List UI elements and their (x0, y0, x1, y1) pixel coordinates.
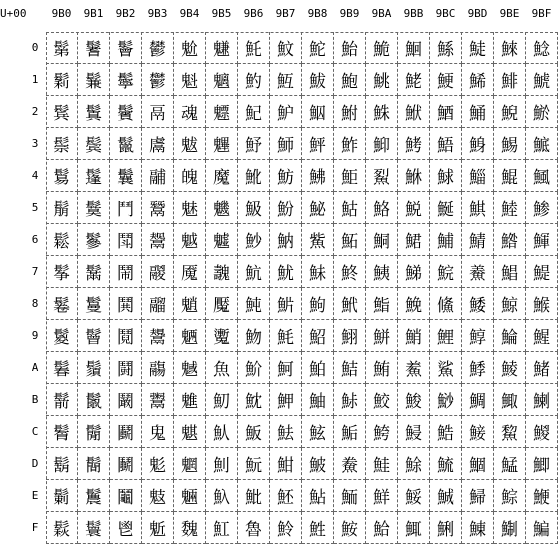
glyph-cell: 鮗 (334, 256, 366, 288)
glyph-cell: 魭 (238, 448, 270, 480)
glyph-cell: 鬠 (110, 32, 142, 64)
glyph-cell: 魛 (206, 384, 238, 416)
glyph-cell: 鮂 (302, 96, 334, 128)
glyph-cell: 鮐 (334, 32, 366, 64)
glyph-cell: 魄 (174, 160, 206, 192)
glyph-cell: 鮝 (334, 448, 366, 480)
glyph-cell: 魜 (206, 416, 238, 448)
glyph-cell: 鬉 (46, 320, 78, 352)
column-header: 9B8 (307, 7, 328, 20)
column-header: 9BD (467, 7, 488, 20)
glyph-cell: 鮏 (302, 512, 334, 544)
glyph-cell: 鯔 (462, 160, 494, 192)
glyph-cell: 鮩 (366, 320, 398, 352)
glyph-cell: 鬊 (46, 352, 78, 384)
glyph-cell: 魪 (238, 352, 270, 384)
glyph-cell: 鬮 (110, 480, 142, 512)
glyph-cell: 鯮 (494, 480, 526, 512)
glyph-cell: 鬺 (142, 352, 174, 384)
glyph-cell: 鬼 (142, 416, 174, 448)
glyph-cell: 鯭 (494, 448, 526, 480)
glyph-cell: 魽 (270, 448, 302, 480)
glyph-cell: 鯑 (462, 64, 494, 96)
glyph-cell: 魵 (270, 192, 302, 224)
glyph-cell: 鮶 (398, 224, 430, 256)
glyph-cell: 鬇 (46, 256, 78, 288)
glyph-cell: 鯿 (526, 512, 558, 544)
glyph-cell: 鯌 (430, 416, 462, 448)
row-header: E (31, 489, 39, 502)
glyph-cell: 魳 (270, 128, 302, 160)
column-header: 9B6 (243, 7, 264, 20)
glyph-cell: 魍 (174, 448, 206, 480)
glyph-cell: 魒 (206, 96, 238, 128)
column-header: 9B2 (115, 7, 136, 20)
glyph-cell: 鮓 (334, 128, 366, 160)
glyph-cell: 鯅 (430, 192, 462, 224)
glyph-cell: 鮦 (366, 224, 398, 256)
glyph-cell: 鬯 (110, 512, 142, 544)
glyph-cell: 鬬 (110, 416, 142, 448)
column-header: 9BC (435, 7, 456, 20)
glyph-cell: 魀 (174, 32, 206, 64)
glyph-cell: 魐 (206, 32, 238, 64)
row-header: 4 (31, 169, 39, 182)
glyph-cell: 鯳 (526, 128, 558, 160)
glyph-cell: 魈 (174, 288, 206, 320)
glyph-cell: 鯣 (494, 128, 526, 160)
row-header: 5 (31, 201, 39, 214)
glyph-cell: 鮬 (366, 416, 398, 448)
glyph-cell: 鯀 (430, 32, 462, 64)
glyph-cell: 鯁 (430, 64, 462, 96)
glyph-cell: 魹 (270, 320, 302, 352)
glyph-cell: 鮰 (398, 32, 430, 64)
glyph-cell: 魘 (206, 288, 238, 320)
glyph-cell: 魚 (206, 352, 238, 384)
column-header: 9BB (403, 7, 424, 20)
glyph-cell: 鮨 (366, 288, 398, 320)
glyph-cell: 魠 (238, 32, 270, 64)
glyph-cell: 鯊 (430, 352, 462, 384)
glyph-cell: 鯤 (494, 160, 526, 192)
glyph-cell: 鯽 (526, 448, 558, 480)
glyph-cell: 鯲 (526, 96, 558, 128)
glyph-cell: 鯹 (526, 320, 558, 352)
glyph-cell: 鮀 (302, 32, 334, 64)
glyph-cell: 鮙 (334, 320, 366, 352)
glyph-cell: 鬟 (78, 512, 110, 544)
glyph-cell: 鯈 (430, 288, 462, 320)
glyph-cell: 鬷 (142, 256, 174, 288)
glyph-cell: 鯯 (494, 512, 526, 544)
glyph-cell: 鬳 (142, 128, 174, 160)
glyph-cell: 鮮 (366, 480, 398, 512)
glyph-cell: 鮔 (334, 160, 366, 192)
glyph-cell: 鯧 (494, 256, 526, 288)
glyph-cell: 鬡 (110, 64, 142, 96)
glyph-cell: 魇 (174, 256, 206, 288)
glyph-cell: 鯡 (494, 64, 526, 96)
glyph-cell: 鬏 (46, 512, 78, 544)
glyph-cell: 鮊 (302, 352, 334, 384)
glyph-cell: 鬨 (110, 288, 142, 320)
glyph-cell: 鮽 (398, 448, 430, 480)
glyph-cell: 鮥 (366, 192, 398, 224)
glyph-cell: 鯾 (526, 480, 558, 512)
glyph-cell: 鬥 (110, 192, 142, 224)
glyph-cell: 鯥 (494, 192, 526, 224)
glyph-cell: 鬵 (142, 192, 174, 224)
glyph-cell: 鬘 (78, 288, 110, 320)
glyph-cell: 鯙 (462, 320, 494, 352)
glyph-cell: 鯫 (494, 384, 526, 416)
glyph-cell: 鯶 (526, 224, 558, 256)
glyph-cell: 魙 (206, 320, 238, 352)
glyph-cell: 鯰 (526, 32, 558, 64)
glyph-cell: 鬭 (110, 448, 142, 480)
glyph-cell: 魲 (270, 96, 302, 128)
glyph-cell: 鯷 (526, 256, 558, 288)
glyph-cell: 鬂 (46, 96, 78, 128)
glyph-cell: 魸 (270, 288, 302, 320)
glyph-cell: 鮻 (398, 384, 430, 416)
glyph-cell: 魆 (174, 224, 206, 256)
glyph-grid (46, 32, 558, 544)
glyph-cell: 鯆 (430, 224, 462, 256)
glyph-cell: 鮕 (334, 192, 366, 224)
glyph-cell: 鬅 (46, 192, 78, 224)
glyph-cell: 魃 (174, 128, 206, 160)
glyph-cell: 鬀 (46, 32, 78, 64)
glyph-cell: 鯏 (430, 512, 462, 544)
glyph-cell: 鮠 (366, 32, 398, 64)
glyph-cell: 鯄 (430, 160, 462, 192)
glyph-cell: 鯗 (462, 256, 494, 288)
glyph-cell: 鮾 (398, 480, 430, 512)
glyph-cell: 魢 (238, 96, 270, 128)
glyph-cell: 鮌 (302, 416, 334, 448)
glyph-cell: 魤 (238, 160, 270, 192)
row-header: 0 (31, 41, 39, 54)
row-header: 1 (31, 73, 39, 86)
glyph-cell: 魺 (270, 352, 302, 384)
glyph-cell: 鯵 (526, 192, 558, 224)
glyph-cell: 鯝 (462, 448, 494, 480)
row-header: C (31, 425, 39, 438)
row-header: 2 (31, 105, 39, 118)
glyph-cell: 魔 (206, 160, 238, 192)
glyph-cell: 鬖 (78, 224, 110, 256)
glyph-cell: 鯻 (526, 384, 558, 416)
glyph-cell: 鮲 (398, 96, 430, 128)
glyph-cell: 鬝 (78, 448, 110, 480)
glyph-cell: 鮟 (334, 512, 366, 544)
glyph-cell: 鯘 (462, 288, 494, 320)
glyph-cell: 鮫 (366, 384, 398, 416)
glyph-cell: 鬢 (110, 96, 142, 128)
glyph-cell: 鮤 (366, 160, 398, 192)
row-header: 7 (31, 265, 39, 278)
glyph-cell: 鮈 (302, 288, 334, 320)
glyph-cell: 魖 (206, 224, 238, 256)
glyph-cell: 魟 (206, 512, 238, 544)
glyph-cell: 鬴 (142, 160, 174, 192)
glyph-cell: 鬤 (110, 160, 142, 192)
glyph-cell: 魡 (238, 64, 270, 96)
glyph-cell: 鬶 (142, 224, 174, 256)
glyph-cell: 鯠 (494, 32, 526, 64)
glyph-cell: 魨 (238, 288, 270, 320)
glyph-cell: 鮇 (302, 256, 334, 288)
glyph-cell: 鮍 (302, 448, 334, 480)
glyph-cell: 鬓 (78, 128, 110, 160)
glyph-cell: 魩 (238, 320, 270, 352)
glyph-cell: 鬜 (78, 416, 110, 448)
glyph-cell: 鬃 (46, 128, 78, 160)
glyph-cell: 魦 (238, 224, 270, 256)
glyph-cell: 鯐 (462, 32, 494, 64)
glyph-cell: 鮘 (334, 288, 366, 320)
glyph-cell: 魮 (238, 480, 270, 512)
glyph-cell: 鬙 (78, 320, 110, 352)
glyph-cell: 鯚 (462, 352, 494, 384)
glyph-cell: 鮆 (302, 224, 334, 256)
column-header: 9B5 (211, 7, 232, 20)
glyph-cell: 鮅 (302, 192, 334, 224)
column-header: 9B7 (275, 7, 296, 20)
glyph-cell: 鬒 (78, 96, 110, 128)
column-header: 9B0 (51, 7, 72, 20)
glyph-cell: 鮁 (302, 64, 334, 96)
glyph-cell: 鮯 (366, 512, 398, 544)
glyph-cell: 鯼 (526, 416, 558, 448)
glyph-cell: 鬿 (142, 512, 174, 544)
glyph-cell: 魥 (238, 192, 270, 224)
glyph-cell: 鮴 (398, 160, 430, 192)
glyph-cell: 魴 (270, 160, 302, 192)
corner-label: U+00 (0, 7, 27, 20)
glyph-cell: 鬁 (46, 64, 78, 96)
glyph-cell: 鮵 (398, 192, 430, 224)
glyph-cell: 鬻 (142, 384, 174, 416)
glyph-cell: 魋 (174, 384, 206, 416)
glyph-cell: 鬛 (78, 384, 110, 416)
glyph-cell: 鬱 (142, 64, 174, 96)
glyph-cell: 鮑 (334, 64, 366, 96)
glyph-cell: 鮿 (398, 512, 430, 544)
glyph-cell: 魾 (270, 480, 302, 512)
column-header: 9B3 (147, 7, 168, 20)
column-header: 9B1 (83, 7, 104, 20)
glyph-cell: 鬦 (110, 224, 142, 256)
column-header: 9BA (371, 7, 392, 20)
glyph-cell: 魞 (206, 480, 238, 512)
glyph-cell: 鮒 (334, 96, 366, 128)
glyph-cell: 魂 (174, 96, 206, 128)
glyph-cell: 鮜 (334, 416, 366, 448)
column-header: 9BF (531, 7, 552, 20)
glyph-cell: 鯺 (526, 352, 558, 384)
glyph-cell: 魎 (174, 480, 206, 512)
glyph-cell: 鯢 (494, 96, 526, 128)
glyph-cell: 鬑 (78, 64, 110, 96)
glyph-cell: 鯃 (430, 128, 462, 160)
glyph-cell: 鯪 (494, 352, 526, 384)
glyph-cell: 魻 (270, 384, 302, 416)
glyph-cell: 鯖 (462, 224, 494, 256)
glyph-cell: 鮡 (366, 64, 398, 96)
glyph-cell: 魫 (238, 384, 270, 416)
glyph-cell: 鬣 (110, 128, 142, 160)
column-header: 9B9 (339, 7, 360, 20)
glyph-cell: 鯬 (494, 416, 526, 448)
glyph-cell: 魶 (270, 224, 302, 256)
row-header: A (31, 361, 39, 374)
glyph-cell: 魰 (270, 32, 302, 64)
glyph-cell: 鬸 (142, 288, 174, 320)
glyph-cell: 鬪 (110, 352, 142, 384)
glyph-cell: 鬔 (78, 160, 110, 192)
glyph-cell: 鬎 (46, 480, 78, 512)
glyph-cell: 鯸 (526, 288, 558, 320)
glyph-cell: 鯍 (430, 448, 462, 480)
column-header: 9BE (499, 7, 520, 20)
glyph-cell: 鮖 (334, 224, 366, 256)
glyph-cell: 鬰 (142, 32, 174, 64)
glyph-cell: 鮎 (302, 480, 334, 512)
glyph-cell: 鮚 (334, 352, 366, 384)
glyph-cell: 魉 (174, 320, 206, 352)
column-header: 9B4 (179, 7, 200, 20)
glyph-cell: 鯟 (462, 512, 494, 544)
glyph-cell: 鬾 (142, 480, 174, 512)
glyph-cell: 鯒 (462, 96, 494, 128)
row-header: 3 (31, 137, 39, 150)
glyph-cell: 鯨 (494, 288, 526, 320)
glyph-cell: 鮪 (366, 352, 398, 384)
glyph-cell: 魧 (238, 256, 270, 288)
glyph-cell: 鮞 (334, 480, 366, 512)
row-header: 6 (31, 233, 39, 246)
glyph-cell: 鮛 (334, 384, 366, 416)
glyph-cell: 鬫 (110, 384, 142, 416)
glyph-cell: 鬄 (46, 160, 78, 192)
glyph-cell: 鯎 (430, 480, 462, 512)
glyph-cell: 鯋 (430, 384, 462, 416)
glyph-cell: 鮧 (366, 256, 398, 288)
glyph-cell: 鮸 (398, 288, 430, 320)
glyph-cell: 鬌 (46, 416, 78, 448)
glyph-cell: 鯞 (462, 480, 494, 512)
glyph-cell: 鬗 (78, 256, 110, 288)
glyph-cell: 魼 (270, 416, 302, 448)
glyph-cell: 鮣 (366, 128, 398, 160)
glyph-cell: 鬕 (78, 192, 110, 224)
glyph-cell: 魁 (174, 64, 206, 96)
glyph-cell: 鬹 (142, 320, 174, 352)
glyph-cell: 鬐 (78, 32, 110, 64)
glyph-cell: 魏 (174, 512, 206, 544)
glyph-cell: 鯴 (526, 160, 558, 192)
glyph-cell: 鬍 (46, 448, 78, 480)
glyph-cell: 魓 (206, 128, 238, 160)
row-header: 9 (31, 329, 39, 342)
glyph-cell: 鯱 (526, 64, 558, 96)
row-header: 8 (31, 297, 39, 310)
glyph-cell: 鯉 (430, 320, 462, 352)
glyph-cell: 魯 (238, 512, 270, 544)
glyph-cell: 鬩 (110, 320, 142, 352)
glyph-cell: 鯇 (430, 256, 462, 288)
glyph-cell: 鬋 (46, 384, 78, 416)
glyph-cell: 鬲 (142, 96, 174, 128)
glyph-cell: 鬧 (110, 256, 142, 288)
glyph-cell: 鮺 (398, 352, 430, 384)
glyph-cell: 魅 (174, 192, 206, 224)
glyph-cell: 鯦 (494, 224, 526, 256)
glyph-cell: 鮋 (302, 384, 334, 416)
glyph-cell: 鬞 (78, 480, 110, 512)
glyph-cell: 鮳 (398, 128, 430, 160)
glyph-cell: 鯂 (430, 96, 462, 128)
glyph-cell: 鯩 (494, 320, 526, 352)
glyph-cell: 鯛 (462, 384, 494, 416)
glyph-cell: 魝 (206, 448, 238, 480)
glyph-cell: 魌 (174, 416, 206, 448)
glyph-cell: 鮢 (366, 96, 398, 128)
row-header: B (31, 393, 39, 406)
glyph-cell: 鮭 (366, 448, 398, 480)
glyph-cell: 魬 (238, 416, 270, 448)
glyph-cell: 鮉 (302, 320, 334, 352)
glyph-cell: 魗 (206, 256, 238, 288)
glyph-cell: 魣 (238, 128, 270, 160)
glyph-cell: 鮹 (398, 320, 430, 352)
row-header: F (31, 521, 39, 534)
glyph-cell: 鯕 (462, 192, 494, 224)
glyph-cell: 魕 (206, 192, 238, 224)
glyph-cell: 魷 (270, 256, 302, 288)
glyph-cell: 鮼 (398, 416, 430, 448)
row-header: D (31, 457, 39, 470)
glyph-cell: 鬚 (78, 352, 110, 384)
glyph-cell: 鮱 (398, 64, 430, 96)
glyph-cell: 鮄 (302, 160, 334, 192)
glyph-cell: 魿 (270, 512, 302, 544)
glyph-cell: 鮷 (398, 256, 430, 288)
glyph-cell: 鯜 (462, 416, 494, 448)
glyph-cell: 鬽 (142, 448, 174, 480)
glyph-cell: 鬈 (46, 288, 78, 320)
glyph-cell: 魑 (206, 64, 238, 96)
glyph-cell: 鯓 (462, 128, 494, 160)
glyph-cell: 鮃 (302, 128, 334, 160)
glyph-cell: 魱 (270, 64, 302, 96)
glyph-cell: 鬆 (46, 224, 78, 256)
glyph-cell: 魊 (174, 352, 206, 384)
